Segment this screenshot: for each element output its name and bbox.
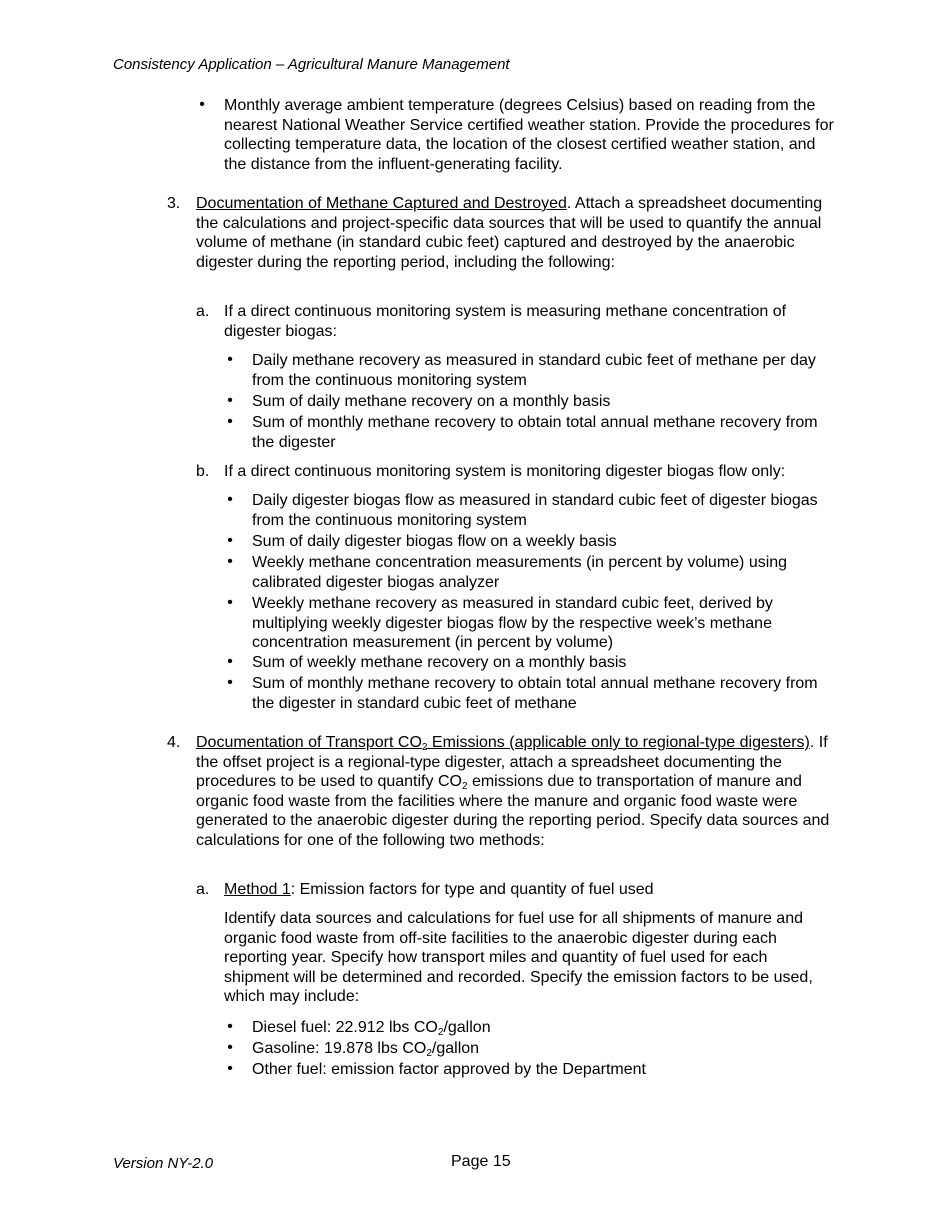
bullet-glyph: • — [227, 532, 233, 549]
item4a-label: a. — [196, 881, 210, 898]
fuel-bullet-1: Diesel fuel: 22.912 lbs $CO_2$/gallon — [252, 1019, 491, 1038]
bullet-glyph: • — [227, 674, 233, 691]
bullet-glyph: • — [227, 1039, 233, 1056]
item3-paragraph — [196, 194, 826, 272]
bullet-glyph: • — [199, 96, 205, 113]
item4-number: 4. — [167, 734, 181, 751]
item3b-label: b. — [196, 463, 210, 480]
footer-page-number: Page 15 — [451, 1153, 511, 1170]
bullet-glyph: • — [227, 1060, 233, 1077]
item4a-method: Method 1 — [224, 881, 291, 898]
item4-text: . If the offset project is a regional-type digester, attach a spreadsheet documenting the procedures to be used to quantify $CO_2$ emissions due to transportation of manure and organic food waste from the facilities where the manure and organic food waste were generated to the anaerobic digester during the reporting period. Specify data sources and calculations for one of the following two methods: — [196, 734, 830, 849]
item3b-text: If a direct continuous monitoring system is monitoring digester biogas flow only: — [224, 463, 786, 480]
item3b-bullet-6: Sum of monthly methane recovery to obtain total annual methane recovery from the digester in standard cubic feet of methane — [252, 675, 818, 712]
bullet-glyph: • — [227, 351, 233, 368]
fuel-bullet-2: Gasoline: 19.878 lbs $CO_2$/gallon — [252, 1040, 480, 1059]
item4-heading: Documentation of Transport $CO_2$ Emissions (applicable only to regional-type digesters) — [196, 734, 810, 753]
bullet-glyph: • — [227, 594, 233, 611]
bullet-glyph: • — [227, 413, 233, 430]
bullet-glyph: • — [227, 553, 233, 570]
item3b-bullet-5: Sum of weekly methane recovery on a monthly basis — [252, 654, 627, 671]
item3a-bullet-1: Daily methane recovery as measured in standard cubic feet of methane per day from the continuous monitoring system — [252, 352, 816, 389]
item3a-bullet-3: Sum of monthly methane recovery to obtain total annual methane recovery from the digester — [252, 414, 818, 451]
footer-version: Version NY-2.0 — [113, 1155, 214, 1172]
item3b-bullet-2: Sum of daily digester biogas flow on a weekly basis — [252, 533, 617, 550]
bullet-glyph: • — [227, 491, 233, 508]
item3b-bullet-1: Daily digester biogas flow as measured in standard cubic feet of digester biogas from the continuous monitoring system — [252, 492, 818, 529]
item3-number: 3. — [167, 195, 181, 212]
fuel-bullet-3: Other fuel: emission factor approved by the Department — [252, 1061, 646, 1078]
item3b-bullet-4: Weekly methane recovery as measured in standard cubic feet, derived by multiplying weekly digester biogas flow by the respective week’s methane concentration measurement (in percent by volume) — [252, 595, 773, 652]
bullet-glyph: • — [227, 1018, 233, 1035]
page-header: Consistency Application – Agricultural Manure Management — [113, 56, 510, 73]
bullet-glyph: • — [227, 653, 233, 670]
item3a-label: a. — [196, 303, 210, 320]
item3a-bullet-2: Sum of daily methane recovery on a monthly basis — [252, 393, 611, 410]
item3b-bullet-3: Weekly methane concentration measurements (in percent by volume) using calibrated digester biogas analyzer — [252, 554, 788, 591]
item3-heading: Documentation of Methane Captured and Destroyed — [196, 195, 567, 212]
bullet-glyph: • — [227, 392, 233, 409]
item4-paragraph — [196, 733, 842, 851]
item3-text: . Attach a spreadsheet documenting the calculations and project-specific data sources that will be used to quantify the annual volume of methane (in standard cubic feet) captured and destroyed by the anaerobic digester during the reporting period, including the following: — [196, 195, 823, 271]
item4a-paragraph: Identify data sources and calculations for fuel use for all shipments of manure and organic food waste from off-site facilities to the anaerobic digester during each reporting year. Specify how transport miles and quantity of fuel used for each shipment will be determined and recorded. Specify the emission factors to be used, which may include: — [224, 910, 813, 1006]
item4a-title: Method 1: Emission factors for type and quantity of fuel used — [224, 881, 654, 898]
intro-bullet: Monthly average ambient temperature (degrees Celsius) based on reading from the nearest National Weather Service certified weather station. Provide the procedures for collecting temperature data, the location of the closest certified weather station, and the distance from the influent-generating facility. — [224, 97, 834, 173]
item3a-text: If a direct continuous monitoring system is measuring methane concentration of digester biogas: — [224, 303, 787, 340]
